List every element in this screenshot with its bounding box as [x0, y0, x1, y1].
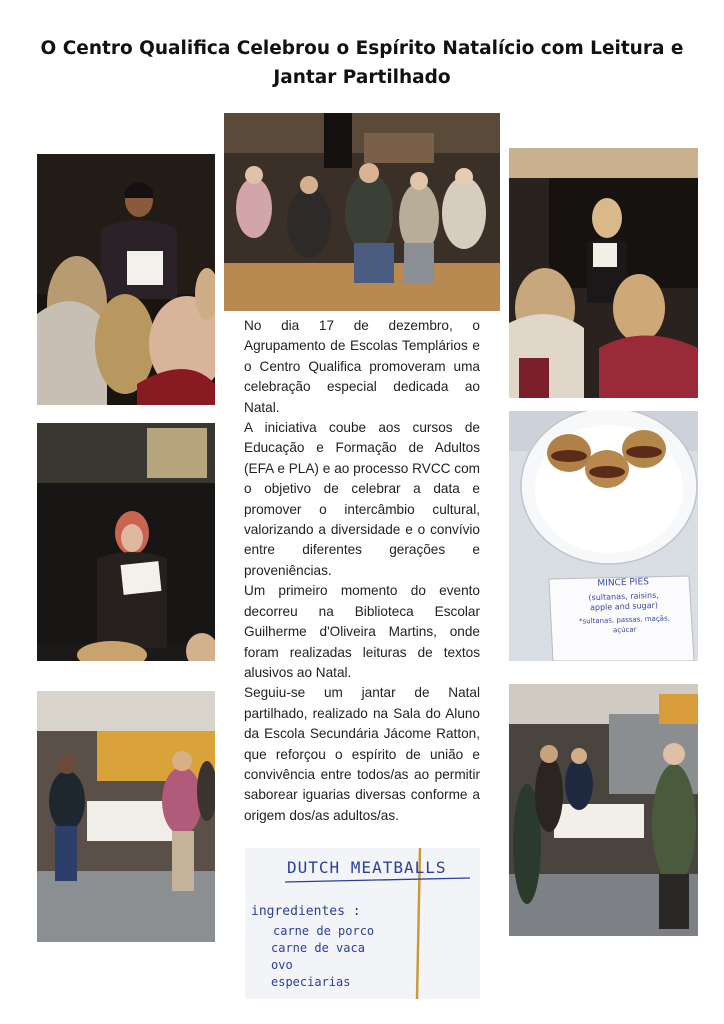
dutch-item-1: carne de porco [273, 924, 375, 938]
photo-reader-blonde-woman [509, 148, 698, 398]
page-title [30, 34, 694, 92]
mince-pies-note [555, 576, 693, 638]
mince-line-1: (sultanas, raisins, [588, 590, 660, 603]
mince-line-3: *sultanas, passas, maçãs, [578, 614, 671, 626]
dutch-item-4: especiarias [271, 975, 351, 989]
mince-line-4: açúcar [612, 625, 637, 635]
photo-dinner-room-left [37, 691, 215, 942]
dutch-ingredients-label: ingredientes : [251, 904, 361, 919]
article-body [244, 316, 480, 826]
article-paragraph-2: A iniciativa coube aos cursos de Educação e Formação de Adultos (EFA e PLA) e ao processo RVCC com o objetivo de celebrar a data e promover o intercâmbio cultural, valorizando a diversidade e o convívio entre diferentes gerações e proveniências. [244, 420, 480, 578]
mince-line-2: apple and sugar) [589, 600, 659, 613]
photo-audience-library [224, 113, 500, 311]
photo-dinner-room-right [509, 684, 698, 936]
dutch-title: DUTCH MEATBALLS [287, 858, 447, 877]
dutch-item-2: carne de vaca [271, 941, 365, 955]
photo-reader-woman-dark [37, 154, 215, 405]
title-line-1: O Centro Qualifica Celebrou o Espírito Natalício com Leitura e [40, 38, 684, 59]
title-line-2: Jantar Partilhado [273, 67, 451, 88]
article-paragraph-4: Seguiu-se um jantar de Natal partilhado, realizado na Sala do Aluno da Escola Secundária Jácome Ratton, que reforçou o espírito de união e convivência entre todos/as ao permitir saborear iguarias diversas conforme a origem dos/as adultos/as. [244, 685, 480, 823]
article-paragraph-3: Um primeiro momento do evento decorreu na Biblioteca Escolar Guilherme d'Oliveira Martins, onde foram realizadas leituras de textos alusivos ao Natal. [244, 583, 480, 680]
photo-dutch-meatballs-card [245, 848, 480, 999]
article-paragraph-1: No dia 17 de dezembro, o Agrupamento de Escolas Templários e o Centro Qualifica promoveram uma celebração especial dedicada ao Natal. [244, 318, 480, 415]
photo-reader-redhair-woman [37, 423, 215, 661]
dutch-item-3: ovo [271, 958, 293, 972]
mince-title: MINCE PIES [597, 577, 650, 589]
